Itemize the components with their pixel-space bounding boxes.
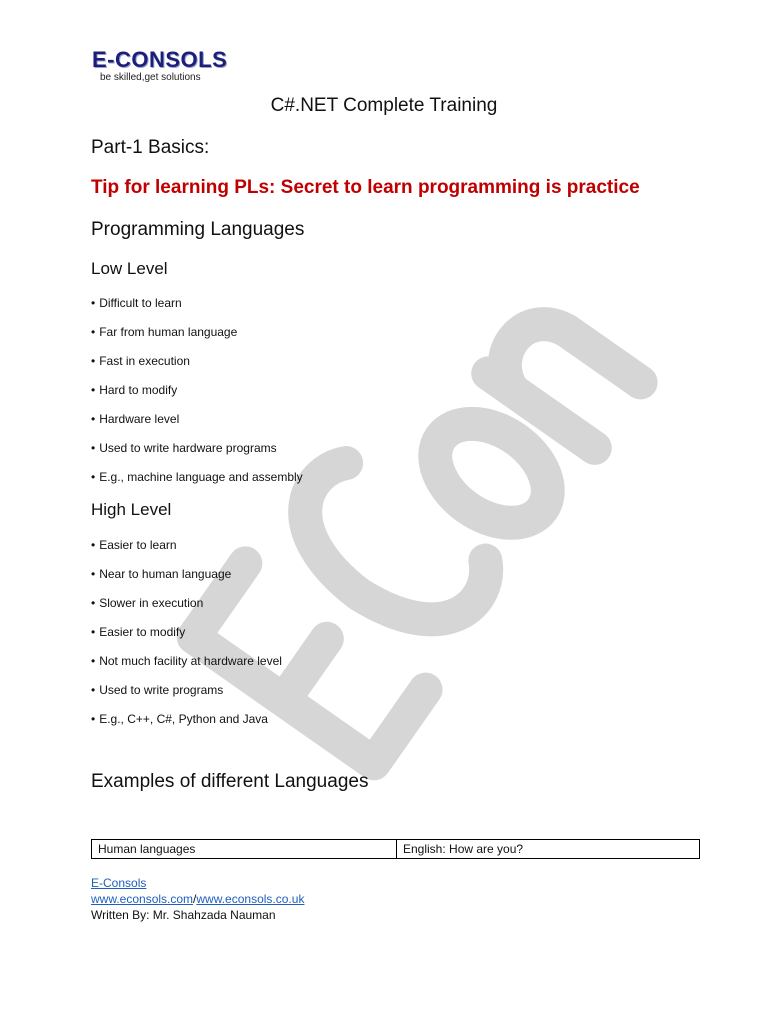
high-level-heading: High Level <box>91 500 172 519</box>
table-row <box>92 840 700 859</box>
list-item: • Used to write programs <box>91 682 282 711</box>
list-item: • Slower in execution <box>91 595 282 624</box>
company-logo <box>92 48 227 84</box>
examples-heading: Examples of different Languages <box>91 771 369 792</box>
languages-table <box>91 839 700 859</box>
link-separator: / <box>193 892 197 906</box>
footer <box>91 875 304 923</box>
econsols-couk-link[interactable]: www.econsols.co.uk <box>196 892 305 906</box>
econsols-com-link[interactable]: www.econsols.com <box>91 892 194 906</box>
logo-tagline: be skilled,get solutions <box>100 72 201 83</box>
list-item: • Difficult to learn <box>91 295 303 324</box>
low-level-list <box>91 295 303 498</box>
tip-heading: Tip for learning PLs: Secret to learn programming is practice <box>91 177 640 198</box>
table-cell: Human languages <box>92 840 397 859</box>
list-item: • Far from human language <box>91 324 303 353</box>
languages-heading: Programming Languages <box>91 219 305 240</box>
document-title: C#.NET Complete Training <box>270 95 498 116</box>
list-item: • E.g., C++, C#, Python and Java <box>91 711 282 740</box>
list-item: • Used to write hardware programs <box>91 440 303 469</box>
list-item: • Hardware level <box>91 411 303 440</box>
low-level-heading: Low Level <box>91 259 168 278</box>
author-line: Written By: Mr. Shahzada Nauman <box>91 908 276 922</box>
list-item: • E.g., machine language and assembly <box>91 469 303 498</box>
list-item: • Not much facility at hardware level <box>91 653 282 682</box>
list-item: • Easier to learn <box>91 537 282 566</box>
list-item: • Easier to modify <box>91 624 282 653</box>
table-cell: English: How are you? <box>397 840 700 859</box>
logo-name: E-CONSOLS <box>92 47 228 72</box>
part-heading: Part-1 Basics: <box>91 137 210 158</box>
high-level-list <box>91 537 282 740</box>
list-item: • Fast in execution <box>91 353 303 382</box>
econsols-link[interactable]: E-Consols <box>91 876 147 890</box>
list-item: • Hard to modify <box>91 382 303 411</box>
list-item: • Near to human language <box>91 566 282 595</box>
